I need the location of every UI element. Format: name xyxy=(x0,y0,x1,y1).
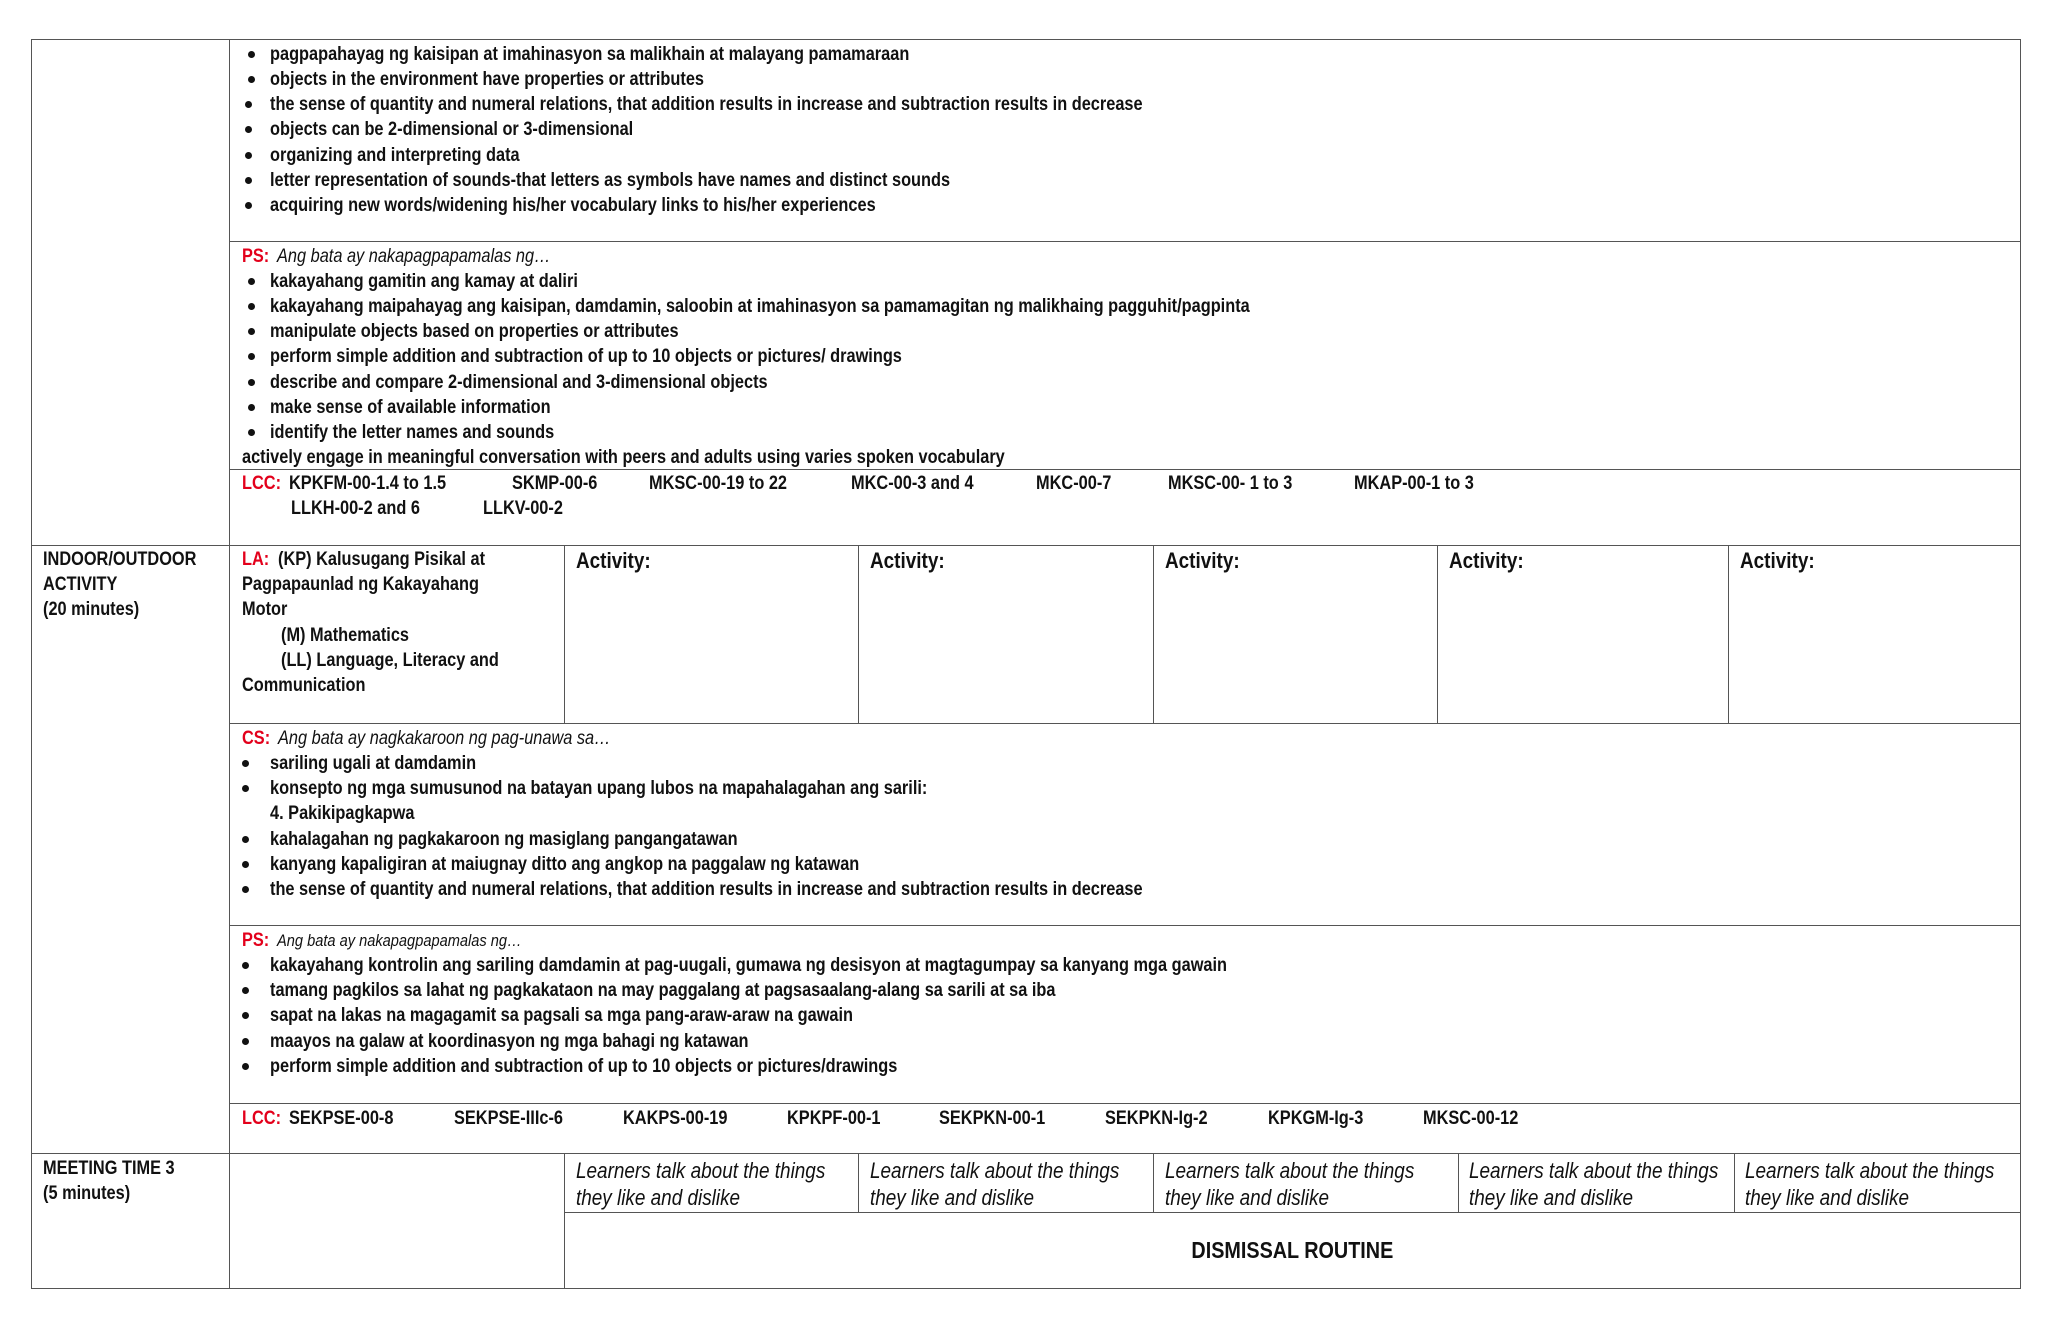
list-item: kakayahang maipahayag ang kaisipan, damdamin, saloobin at imahinasyon sa pamamagitan ng malikhaing pagguhit/pagpinta xyxy=(270,296,1250,317)
lcc-code: MKC-00-3 and 4 xyxy=(851,473,974,494)
lcc-code: KPKGM-Ig-3 xyxy=(1268,1108,1364,1129)
table-divider-column1 xyxy=(229,39,230,1289)
meeting-text-line: they like and dislike xyxy=(870,1185,1035,1210)
list-item: identify the letter names and sounds xyxy=(270,422,555,443)
section-title-line: ACTIVITY xyxy=(43,574,118,595)
ps-intro: Ang bata ay nakapagpapamalas ng… xyxy=(277,931,522,950)
ps-label: PS: xyxy=(242,246,270,267)
list-item: perform simple addition and subtraction of up to 10 objects or pictures/ drawings xyxy=(270,346,902,367)
table-border-bottom xyxy=(31,1288,2021,1289)
ps-label: PS: xyxy=(242,930,270,951)
list-item: maayos na galaw at koordinasyon ng mga bahagi ng katawan xyxy=(270,1031,749,1052)
dismissal-routine-label: DISMISSAL ROUTINE xyxy=(1191,1237,1394,1263)
list-item: kakayahang kontrolin ang sariling damdamin at pag-uugali, gumawa ng desisyon at magtagumpay sa kanyang mga gawain xyxy=(270,955,1228,976)
cs-label: CS: xyxy=(242,728,271,749)
row-divider xyxy=(229,241,2020,242)
meeting-text-line: they like and dislike xyxy=(1469,1185,1634,1210)
list-item: organizing and interpreting data xyxy=(270,145,520,166)
list-item: konsepto ng mga sumusunod na batayan upang lubos na mapahalagahan ang sarili: xyxy=(270,778,928,799)
la-label: LA: xyxy=(242,549,270,570)
table-border-right xyxy=(2020,39,2021,1289)
lcc-code: KAKPS-00-19 xyxy=(623,1108,728,1129)
lcc-code: MKSC-00- 1 to 3 xyxy=(1168,473,1293,494)
list-subitem: 4. Pakikipagkapwa xyxy=(270,803,415,824)
bullet-icon xyxy=(245,101,252,108)
lcc-code: SKMP-00-6 xyxy=(512,473,598,494)
la-line: Motor xyxy=(242,599,288,620)
meeting-text-line: Learners talk about the things xyxy=(1469,1158,1719,1183)
section-divider xyxy=(31,1153,2021,1154)
lcc-code: MKC-00-7 xyxy=(1036,473,1112,494)
bullet-icon xyxy=(245,202,252,209)
list-item: objects can be 2-dimensional or 3-dimensional xyxy=(270,119,634,140)
list-item: the sense of quantity and numeral relations, that addition results in increase and subtraction results in decrease xyxy=(270,94,1143,115)
section-title-line: MEETING TIME 3 xyxy=(43,1158,175,1179)
meeting-column-divider xyxy=(858,1153,859,1213)
meeting-text-line: Learners talk about the things xyxy=(1165,1158,1415,1183)
meeting-text-line: Learners talk about the things xyxy=(1745,1158,1995,1183)
lcc-code: SEKPKN-Ig-2 xyxy=(1105,1108,1208,1129)
section-title-line: (20 minutes) xyxy=(43,599,140,620)
list-item: sariling ugali at damdamin xyxy=(270,753,477,774)
activity-label: Activity: xyxy=(870,548,945,573)
list-item: objects in the environment have properties or attributes xyxy=(270,69,705,90)
lcc-label: LCC: xyxy=(242,1108,282,1129)
section-divider xyxy=(31,545,2021,546)
list-item: pagpapahayag ng kaisipan at imahinasyon sa malikhain at malayang pamamaraan xyxy=(270,44,910,65)
list-item: describe and compare 2-dimensional and 3-dimensional objects xyxy=(270,372,768,393)
activity-column-divider xyxy=(858,545,859,724)
activity-label: Activity: xyxy=(1165,548,1240,573)
list-item: kahalagahan ng pagkakaroon ng masiglang pangangatawan xyxy=(270,829,738,850)
bullet-icon xyxy=(245,126,252,133)
lcc-code: MKSC-00-12 xyxy=(1423,1108,1519,1129)
row-divider xyxy=(229,1103,2020,1104)
list-item: kakayahang gamitin ang kamay at daliri xyxy=(270,271,578,292)
lcc-code: MKSC-00-19 to 22 xyxy=(649,473,788,494)
list-item: perform simple addition and subtraction of up to 10 objects or pictures/drawings xyxy=(270,1056,898,1077)
meeting-column-divider xyxy=(1153,1153,1154,1213)
la-line: Communication xyxy=(242,675,366,696)
row-divider xyxy=(229,925,2020,926)
list-item: make sense of available information xyxy=(270,397,551,418)
bullet-icon xyxy=(245,152,252,159)
bullet-icon xyxy=(242,861,249,868)
bullet-icon xyxy=(245,177,252,184)
bullet-icon xyxy=(242,962,249,969)
lcc-code: KPKFM-00-1.4 to 1.5 xyxy=(289,473,447,494)
bullet-icon xyxy=(242,836,249,843)
row-divider xyxy=(229,723,2020,724)
lcc-code: MKAP-00-1 to 3 xyxy=(1354,473,1474,494)
activity-label: Activity: xyxy=(1449,548,1524,573)
bullet-icon xyxy=(242,1012,249,1019)
la-line: (LL) Language, Literacy and xyxy=(281,650,499,671)
activity-column-divider xyxy=(564,545,565,724)
lcc-code: LLKH-00-2 and 6 xyxy=(291,498,420,519)
dismissal-routine-cell xyxy=(565,1213,2020,1288)
la-line: (KP) Kalusugang Pisikal at xyxy=(278,549,486,570)
bullet-icon xyxy=(248,278,255,285)
list-item: sapat na lakas na magagamit sa pagsali sa mga pang-araw-araw na gawain xyxy=(270,1005,854,1026)
meeting-text-line: they like and dislike xyxy=(1745,1185,1910,1210)
bullet-icon xyxy=(242,1038,249,1045)
bullet-icon xyxy=(248,328,255,335)
activity-label: Activity: xyxy=(576,548,651,573)
lcc-label: LCC: xyxy=(242,473,282,494)
list-item: acquiring new words/widening his/her vocabulary links to his/her experiences xyxy=(270,195,876,216)
activity-label: Activity: xyxy=(1740,548,1815,573)
ps-intro: Ang bata ay nakapagpapamalas ng… xyxy=(277,246,551,267)
bullet-icon xyxy=(248,404,255,411)
bullet-icon xyxy=(248,379,255,386)
table-border-left xyxy=(31,39,32,1289)
cs-intro: Ang bata ay nagkakaroon ng pag-unawa sa… xyxy=(278,728,611,749)
meeting-text-line: they like and dislike xyxy=(576,1185,741,1210)
section-title-line: (5 minutes) xyxy=(43,1183,131,1204)
bullet-icon xyxy=(248,429,255,436)
bullet-icon xyxy=(242,1063,249,1070)
activity-column-divider xyxy=(1153,545,1154,724)
lcc-code: SEKPSE-00-8 xyxy=(289,1108,394,1129)
meeting-text-line: Learners talk about the things xyxy=(870,1158,1120,1183)
meeting-column-divider xyxy=(1734,1153,1735,1213)
la-line: Pagpapaunlad ng Kakayahang xyxy=(242,574,479,595)
activity-column-divider xyxy=(1728,545,1729,724)
bullet-icon xyxy=(248,303,255,310)
bullet-icon xyxy=(242,785,249,792)
la-line: (M) Mathematics xyxy=(281,625,410,646)
activity-column-divider xyxy=(1437,545,1438,724)
lcc-code: SEKPSE-IIIc-6 xyxy=(454,1108,563,1129)
list-item: the sense of quantity and numeral relations, that addition results in increase and subtraction results in decrease xyxy=(270,879,1143,900)
bullet-icon xyxy=(248,51,255,58)
meeting-text-line: they like and dislike xyxy=(1165,1185,1330,1210)
lcc-code: LLKV-00-2 xyxy=(483,498,563,519)
ps-extra-line: actively engage in meaningful conversation with peers and adults using varies spoken vocabulary xyxy=(242,447,1005,468)
list-item: kanyang kapaligiran at maiugnay ditto ang angkop na paggalaw ng katawan xyxy=(270,854,860,875)
meeting-column-divider xyxy=(1458,1153,1459,1213)
lcc-code: KPKPF-00-1 xyxy=(787,1108,881,1129)
lcc-code: SEKPKN-00-1 xyxy=(939,1108,1046,1129)
meeting-text-line: Learners talk about the things xyxy=(576,1158,826,1183)
list-item: manipulate objects based on properties or attributes xyxy=(270,321,679,342)
bullet-icon xyxy=(242,886,249,893)
bullet-icon xyxy=(248,76,255,83)
table-border-top xyxy=(31,39,2021,40)
list-item: tamang pagkilos sa lahat ng pagkakataon na may paggalang at pagsasaalang-alang sa sarili at sa iba xyxy=(270,980,1056,1001)
bullet-icon xyxy=(242,987,249,994)
list-item: letter representation of sounds-that letters as symbols have names and distinct sounds xyxy=(270,170,951,191)
section-title-line: INDOOR/OUTDOOR xyxy=(43,549,197,570)
bullet-icon xyxy=(242,760,249,767)
bullet-icon xyxy=(248,353,255,360)
